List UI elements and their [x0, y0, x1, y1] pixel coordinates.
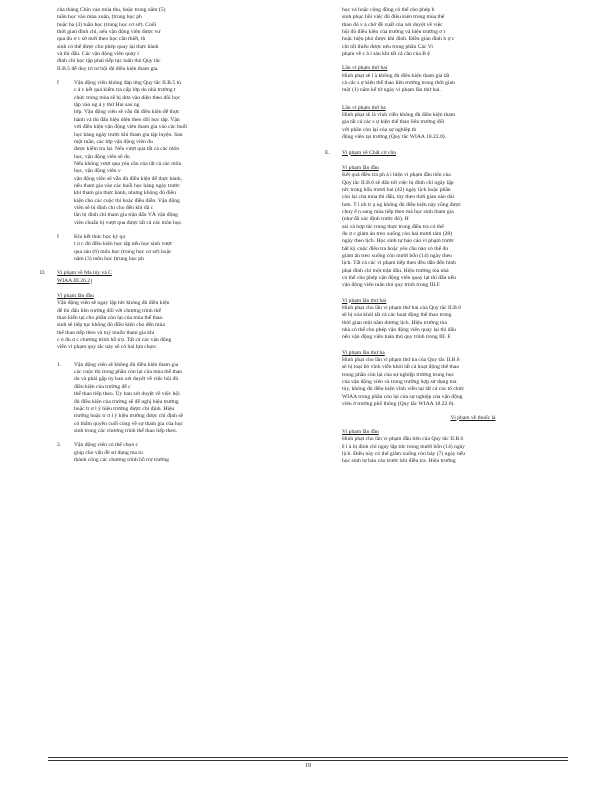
subsection-heading: Vi phạm lần đầu [342, 164, 379, 171]
alcohol-first-violation [342, 165, 604, 290]
alcohol-second-violation [342, 298, 604, 342]
section-title: Vi phạm về Chất cờ cồn [342, 149, 397, 156]
drug-second-violation [342, 65, 604, 94]
tobacco-first-violation [342, 429, 604, 466]
section-marker: E. [325, 149, 330, 156]
option-item-2 [57, 442, 319, 464]
drug-first-violation [57, 293, 319, 352]
alcohol-third-violation [342, 350, 604, 409]
item-text: Vận động viên sẽ không đủ điều kiện tham gia các cuộc thi trong phần còn lại của mùa thể thao do và phải gặp ủy ban xét duyệt về việc hội đủ điều kiện của trường để c thể thao tiếp theo. Ủy ban xét duyệt về việc hội đủ điều kiện của trường sẽ để nghị hiệu trưởng hoặc tr ơ l ý hiệu trưởng được chỉ định. Hiệu trưởng hoặc tr ơ l ý hiệu trưởng được chỉ định sẽ có thẩm quyền cuối cùng về sự tham gia của học sinh trong các chương trình thể thao tiếp theo. [74, 361, 184, 434]
subsection-heading: Vi phạm lần đầu [57, 293, 94, 300]
page-number: 19 [305, 763, 311, 769]
item-text: Vận động viên có thể chọn c giúp cho vấn đề sử dụng ma tu thành công các chương trình hỗ trợ trường [74, 442, 169, 463]
section-marker: D. [40, 270, 46, 277]
subsection-heading: Lần vi phạm thứ ba [342, 104, 386, 111]
rule-item-f-2 [57, 234, 319, 263]
subsection-body: Kết quả điều tra ph ả i hiện vi phạm đầu tiên của Quy tắc II.B.6 sẽ dẫn tới việc bị đình chỉ ngày lập tức trong bốn mươi hai (42) ngày lịch hoặc phần còn lại của mùa thi đấu, tùy theo thời gian nào dài hơn. T ì nh tr ạ ng không đủ điều kiện này cũng được chuy ể n sang mùa tiếp theo mà học sinh tham gia (như đã xác định trước đó). H sai và hợp tác trung thực trong điều tra có thể đu ợ c giảm án treo xuống còn hai mươi tám (28) ngày theo lịch. Học sinh tự báo cáo vi phạm trước bất kỳ cuộc điều tra hoặc yêu cầu nào có thể đu giảm án treo xuống còn mười bốn (14) ngày theo lịch. Tất cả các vi phạm tiếp theo đều dẫn đến hình phạt đình chỉ một trận đấu. Hiệu trưởng tòa nhà có thể cho phép vận động viên quay lại thi đấu nếu vận động viên tuân thủ quy trình trong III.F. [342, 172, 462, 289]
subsection-heading: Vi phạm lần thứ ba [342, 349, 385, 356]
right-intro-paragraph: học và hoặc cộng đồng có thể cho phép h sinh phục hồi việc đủ điều kiện trong mùa thể thao đó v à chờ đề xuất của xét duyệt về việc hội đủ điều kiện của trường và hiệu trưởng ơ t hoặc hiệu phó được khi đình. Điều gian đình h ợ c chỉ tối thiểu được nêu trong phần Các Vi phạm về c ả i sáu khi tất cả cần của B ệ [342, 7, 455, 58]
subsection-body: Hình phạt sẽ là vĩnh viễn không đủ điều kiện tham gia tất cả các s ự kiện thể thao liên trường đối với phần còn lại của sự nghiệp th động viên tại trường (Quy tắc WIAA 18.22.0). [342, 112, 456, 141]
item-marker: 1. [57, 361, 62, 368]
rule-item-f-1 [57, 80, 319, 227]
section-e-heading [325, 150, 604, 157]
subsection-heading: Lần vi phạm thứ hai [342, 65, 388, 72]
footer-rule-top [48, 757, 568, 758]
left-column [40, 7, 319, 471]
section-d-heading [40, 270, 319, 285]
item-marker: f [57, 233, 59, 240]
subsection-heading: Vi phạm lần thứ hai [342, 297, 387, 304]
subsection-body: Hình phạt cho lần vi phạm thứ hai của Quy tắc II.B.6 sẽ bị xóa khỏi tất cả các hoạt động thể thao trong thời gian một năm dương lịch. Hiệu trưởng tòa nhà có thể cho phép vận động viên quay lại thi đấu nếu vận động viên tuân thủ quy trình trong III. F. [342, 305, 462, 341]
subsection-heading: Vi phạm lần đầu [342, 428, 379, 435]
left-intro-paragraph: của tháng Chín vào mùa thu, hoặc trong năm (5) tuần học vào mùa xuân, (trung học ph hoặc ba (3) tuần học (trung học cơ sở). Cuối thời gian đình chỉ, nếu vận động viên được vư qua đu ơ c sở mới theo học cần thiết, th sinh có thể được cho phép quay lại thực hành và thi đấu. Các vận động viên quay l đình chỉ học tập phải tiếp tục tuân thủ Quy tắc II.B.5 để duy trì tư hội đủ điều kiện tham gia. [57, 7, 166, 72]
right-column [325, 7, 604, 472]
option-item-1 [57, 362, 319, 435]
tobacco-heading [342, 415, 604, 422]
item-text: Vận động viên không đáp ứng Quy tắc II.B.5 tù c ả c kết quả kiểm tra cấp lớp do nhà trường t chức trong mùa sẽ bị đưa vào diện theo dõi học tập vào ng á y thứ Hai sau ng lớp. Vận động viên sẽ vẫn đủ điều kiện để thực hành và thi đấu hiệu diện theo dõi học tập. Vận với điều kiện vận động viên tham gia vào các buổi học hàng ngày trước khi tham gia tập luyện. Sau một tuần, các lớp vận động viên đu được kiểm tra lại. Nếu vượt qua tất cả các môn học, vận động viên sẽ đu Nếu không vượt qua yêu cầu của tất cả các môn học, vận động viên v vận động viên sẽ vẫn đủ điều kiện để thực hành, nếu tham gia vào các buổi học hàng ngày trước khi tham gia thực hành, nhưng không đủ điều kiện cho các cuộc thi hoặc điều diễn. Vận động viên sẽ bị đình chỉ cho đến khi đã c lần bị đình chỉ tham gia trận đấu VÀ vận động viên chuẩn bị vượt qua được tất cả các môn học. [74, 80, 187, 226]
subsection-body: Vận động viên sẽ ngay lập tức không đủ điều kiện để thi đấu liên trường đối với chương trình thể thao kiến tại cho phần còn lại của mùa thể thao. sinh sẽ tiếp tục không đủ điều kiện cho đến mùa thể thao tiếp theo và tuỳ muốn tham gia khi c ó đu ơ c chương trình hỗ trợ. Tất cả các vận động viên vi phạm quy tắc này sẽ có hai lựa chọn: [57, 300, 172, 351]
item-marker: f [57, 80, 59, 87]
subsection-body: Hình phạt cho lần vi phạm đầu tiên của Quy tắc II.B.6 ẽ l à bị đình chỉ ngay lập tức trong mười bốn (14) ngày lịch. Điều này có thể giảm xuống còn bảy (7) ngày nếu học sinh tự báo cáo trước khi điều tra. Hiệu trưởng [342, 436, 466, 465]
subsection-body: Hình phạt cho lần vi phạm thứ ba của Quy tắc II.B.6 sẽ bị loại bỏ vĩnh viễn khỏi tất cả hoạt động thể thao trong phần còn lại của sự nghiệp trường trung học của vận động viên và trong trường hợp sử dụng ma túy, không đủ điều kiện vĩnh viễn tại tất cả các tổ chức WIAA trong phần còn lại của sự nghiệp của vận động viên ở trường phổ thông (Quy tắc WIAA 18.22.0). [342, 357, 465, 408]
item-text: Khi kết thúc học kỳ qu t ú c đủ điều kiện học tập nếu học sinh vượt qua sáu (6) môn học (trung học cơ sở) hoặc năm (3) môn học (trung học ph [74, 233, 172, 262]
footer-rule-bottom [48, 760, 568, 761]
subsection-body: Hình phạt sẽ l à không đủ điều kiện tham gia tất cả các s ự kiện thể thao liên trường trong thời gian một (1) năm kể từ ngày vi phạm lần thứ hai. [342, 72, 455, 94]
drug-third-violation [342, 105, 604, 142]
section-title: Vi phạm về Ma túy và C WIAA III.26.2) [57, 270, 112, 284]
tobacco-heading-text: Vi phạm về thuốc lá [450, 414, 496, 421]
item-marker: 2. [57, 442, 62, 449]
